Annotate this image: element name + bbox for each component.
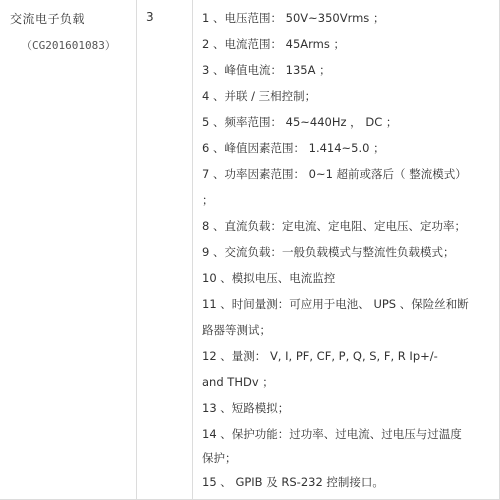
spec-line: 保护； [202, 451, 237, 465]
spec-line: 14 、保护功能：过功率、过电流、过电压与过温度 [202, 427, 462, 441]
spec-line: 5 、频率范围： 45~440Hz ， DC ； [202, 115, 398, 129]
spec-line: 8 、直流负载：定电流、定电阻、定电压、定功率； [202, 219, 466, 233]
spec-line: 12 、量测： V, I, PF, CF, P, Q, S, F, R Ip+/- [202, 349, 438, 363]
product-code: （CG201601083） [21, 39, 116, 52]
spec-line: 3 、峰值电流： 135A ； [202, 63, 331, 77]
spec-line: 6 、峰值因素范围： 1.414~5.0 ； [202, 141, 385, 155]
spec-line: 15 、 GPIB 及 RS-232 控制接口。 [202, 475, 384, 489]
product-name: 交流电子负载 [10, 12, 86, 26]
spec-line: 4 、并联 / 三相控制； [202, 89, 317, 103]
spec-line: 2 、电流范围： 45Arms ； [202, 37, 346, 51]
spec-line: 9 、交流负载：一般负载模式与整流性负载模式； [202, 245, 455, 259]
spec-line: 13 、短路模拟； [202, 401, 290, 415]
spec-line: 10 、模拟电压、电流监控 [202, 271, 336, 285]
spec-line: 11 、时间量测：可应用于电池、 UPS 、保险丝和断 [202, 297, 469, 311]
spec-line: ； [202, 193, 214, 207]
spec-line: 路器等测试； [202, 323, 271, 337]
spec-line: 1 、电压范围： 50V~350Vrms ； [202, 11, 385, 25]
spec-line: 7 、功率因素范围： 0~1 超前或落后（ 整流模式） [202, 167, 467, 181]
spec-line: and THDv ； [202, 375, 274, 389]
column-divider [136, 0, 137, 499]
quantity-value: 3 [146, 10, 154, 24]
column-divider [192, 0, 193, 499]
